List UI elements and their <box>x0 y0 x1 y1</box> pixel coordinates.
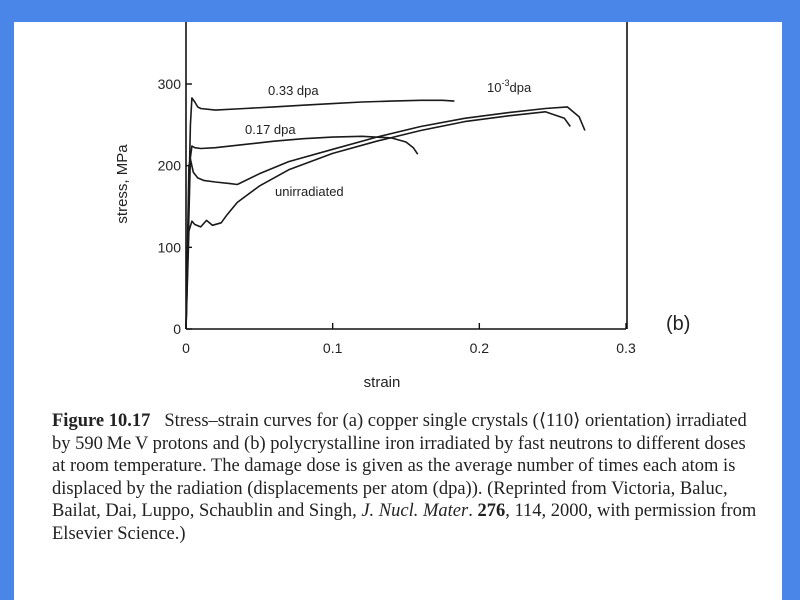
figure-label: Figure 10.17 <box>52 411 151 431</box>
y-axis-label: stress, MPa <box>114 144 131 224</box>
y-tick-label: 0 <box>173 321 181 337</box>
x-tick-label: 0 <box>182 340 190 356</box>
journal-name: J. Nucl. Mater <box>361 501 469 521</box>
caption-text: Stress–strain curves for (a) copper single crystals (⟨110⟩ orientation) irradiated by 590 Me V protons and (b) polycrystalline iron irradiated by fast neutrons to different doses at room temperature. The damage dose is given as the average number of times each atom is displaced by the radiation (displacements per atom (dpa)). (Reprinted from Victoria, Baluc, Bailat, Dai, Luppo, Schaublin and Singh, <box>52 411 747 521</box>
y-tick-label: 200 <box>157 157 181 174</box>
axes <box>186 22 627 329</box>
label-base: 10 <box>487 80 502 95</box>
x-tick-label: 0.2 <box>469 340 490 356</box>
stress-strain-chart <box>14 22 782 402</box>
series-label-unirradiated: unirradiated <box>275 184 344 199</box>
x-tick-label: 0.1 <box>322 340 343 356</box>
label-superscript: -3 <box>501 78 510 88</box>
caption-dot: . <box>468 501 478 521</box>
x-tick-label: 0.3 <box>616 340 636 356</box>
caption-text-end: , 114, 2000, with permission from Elsevier Science.) <box>52 501 757 544</box>
x-axis-label: strain <box>363 374 401 391</box>
y-tick-label: 100 <box>157 239 181 256</box>
figure-caption <box>52 410 758 545</box>
document-page <box>14 22 782 600</box>
series-label-0-17-dpa: 0.17 dpa <box>245 122 296 137</box>
series-label-1e-3-dpa <box>487 78 532 95</box>
series-line <box>186 107 585 329</box>
journal-volume: 276 <box>477 501 506 521</box>
series-label-0-33-dpa: 0.33 dpa <box>268 83 319 98</box>
y-tick-label: 300 <box>157 76 181 92</box>
label-unit: dpa <box>509 80 532 95</box>
panel-label: (b) <box>666 313 691 335</box>
